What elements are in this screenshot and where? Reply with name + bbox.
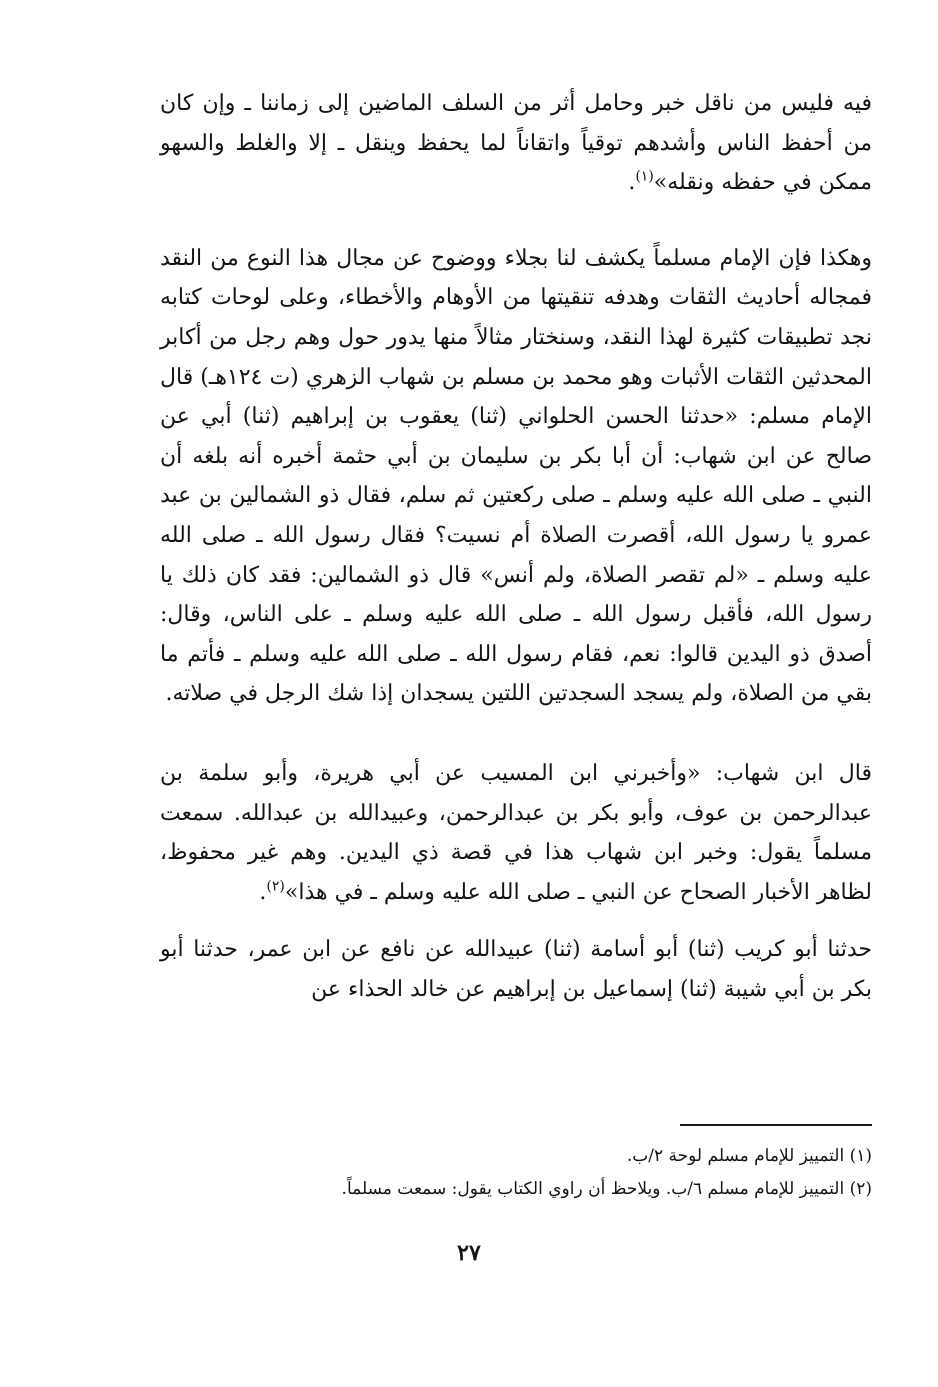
footnote-ref-2: (٢) [266,878,285,895]
paragraph-4-text: حدثنا أبو كريب (ثنا) أبو أسامة (ثنا) عبيدالله عن نافع عن ابن عمر، حدثنا أبو بكر بن أبي شيبة (ثنا) إسماعيل بن إبراهيم عن خالد الحذاء عن [160,937,872,1002]
footnote-ref-1: (١) [635,168,654,185]
footnotes [160,1140,872,1206]
paragraph-2 [160,239,872,714]
footnote-2: (٢) التمييز للإمام مسلم ٦/ب. ويلاحظ أن راوي الكتاب يقول: سمعت مسلماً. [341,1179,872,1199]
paragraph-2-text: وهكذا فإن الإمام مسلماً يكشف لنا بجلاء ووضوح عن مجال هذا النوع من النقد فمجاله أحاديث الثقات وهدفه تنقيتها من الأوهام والأخطاء، وعلى لوحات كتابه نجد تطبيقات كثيرة لهذا النقد، وسنختار مثالاً منها يدور حول وهم رجل من أكابر المحدثين الثقات الأثبات وهو محمد بن مسلم بن شهاب الزهري (ت ١٢٤هـ) قال الإمام مسلم: «حدثنا الحسن الحلواني (ثنا) يعقوب بن إبراهيم (ثنا) أبي عن صالح عن ابن شهاب: أن أبا بكر بن سليمان بن أبي حثمة أخبره أنه بلغه أن النبي ـ صلى الله عليه وسلم ـ صلى ركعتين ثم سلم، فقال ذو الشمالين بن عبد عمرو يا رسول الله، أقصرت الصلاة أم نسيت؟ فقال رسول الله ـ صلى الله عليه وسلم ـ «لم تقصر الصلاة، ولم أنس» قال ذو الشمالين: فقد كان ذلك يا رسول الله، فأقبل رسول الله ـ صلى الله عليه وسلم ـ على الناس، وقال: أصدق ذو اليدين قالوا: نعم، فقام رسول الله ـ صلى الله عليه وسلم ـ فأتم ما بقي من الصلاة، ولم يسجد السجدتين اللتين يسجدان إذا شك الرجل في صلاته. [160,245,872,707]
paragraph-4 [160,930,872,1009]
footnote-separator [680,1124,872,1126]
paragraph-3 [160,754,872,912]
main-text [160,84,872,1009]
paragraph-1 [160,84,872,203]
paragraph-1-end: . [628,170,636,196]
paragraph-3-end: . [259,879,267,905]
paragraph-1-text: فيه فليس من ناقل خبر وحامل أثر من السلف الماضين إلى زماننا ـ وإن كان من أحفظ الناس وأشدهم توقياً واتقاناً لما يحفظ وينقل ـ إلا والغلط والسهو ممكن في حفظه ونقله» [160,91,872,196]
paragraph-3-text: قال ابن شهاب: «وأخبرني ابن المسيب عن أبي هريرة، وأبو سلمة بن عبدالرحمن بن عوف، وأبو بكر بن عبدالرحمن، وعبيدالله بن عبدالله. سمعت مسلماً يقول: وخبر ابن شهاب هذا في قصة ذي اليدين. وهم غير محفوظ، لظاهر الأخبار الصحاح عن النبي ـ صلى الله عليه وسلم ـ في هذا» [160,760,872,905]
page-number: ٢٧ [457,1240,481,1266]
footnote-1: (١) التمييز للإمام مسلم لوحة ٢/ب. [626,1146,872,1166]
